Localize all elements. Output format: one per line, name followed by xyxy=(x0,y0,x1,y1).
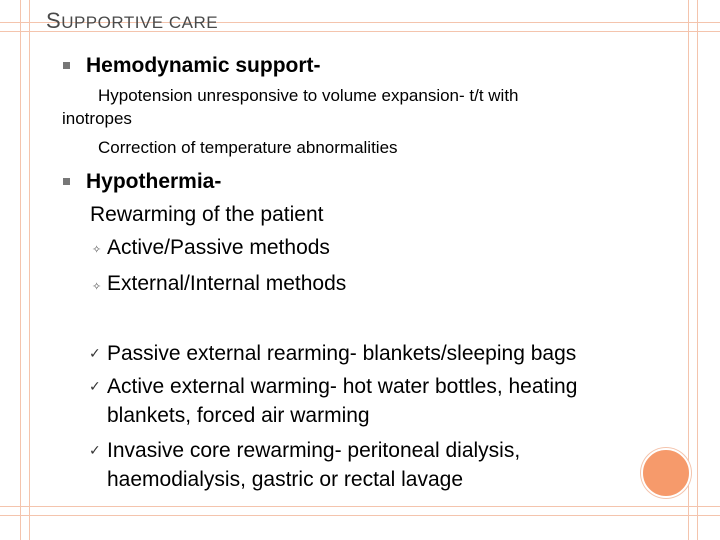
slide-title-rest: UPPORTIVE CARE xyxy=(61,13,219,32)
section-line: Rewarming of the patient xyxy=(90,203,324,226)
check-line: haemodialysis, gastric or rectal lavage xyxy=(107,468,463,491)
check-line: Active external warming- hot water bottles, heating xyxy=(107,375,578,398)
decorative-frame-left xyxy=(20,0,30,540)
decorative-circle xyxy=(641,448,691,498)
check-line: Passive external rearming- blankets/sleeping bags xyxy=(107,342,577,365)
checkmark-icon: ✓ xyxy=(89,443,101,459)
section-line: Correction of temperature abnormalities xyxy=(98,138,398,157)
section-line: inotropes xyxy=(62,109,132,128)
decorative-frame-right xyxy=(688,0,698,540)
check-line: blankets, forced air warming xyxy=(107,404,370,427)
section-heading-hypothermia: Hypothermia- xyxy=(86,170,222,193)
diamond-bullet-icon: ✧ xyxy=(92,244,102,256)
check-line: Invasive core rewarming- peritoneal dialysis, xyxy=(107,439,521,462)
square-bullet-icon xyxy=(63,178,70,185)
section-heading-hemodynamic: Hemodynamic support- xyxy=(86,54,321,77)
section-line: Active/Passive methods xyxy=(107,236,330,259)
diamond-bullet-icon: ✧ xyxy=(92,281,102,293)
slide-title xyxy=(46,8,218,36)
section-line: External/Internal methods xyxy=(107,272,347,295)
section-line: Hypotension unresponsive to volume expansion- t/t with xyxy=(98,86,519,105)
slide-title-initial: S xyxy=(46,8,62,33)
square-bullet-icon xyxy=(63,62,70,69)
decorative-frame-bottom xyxy=(0,506,720,516)
checkmark-icon: ✓ xyxy=(89,346,101,362)
checkmark-icon: ✓ xyxy=(89,379,101,395)
